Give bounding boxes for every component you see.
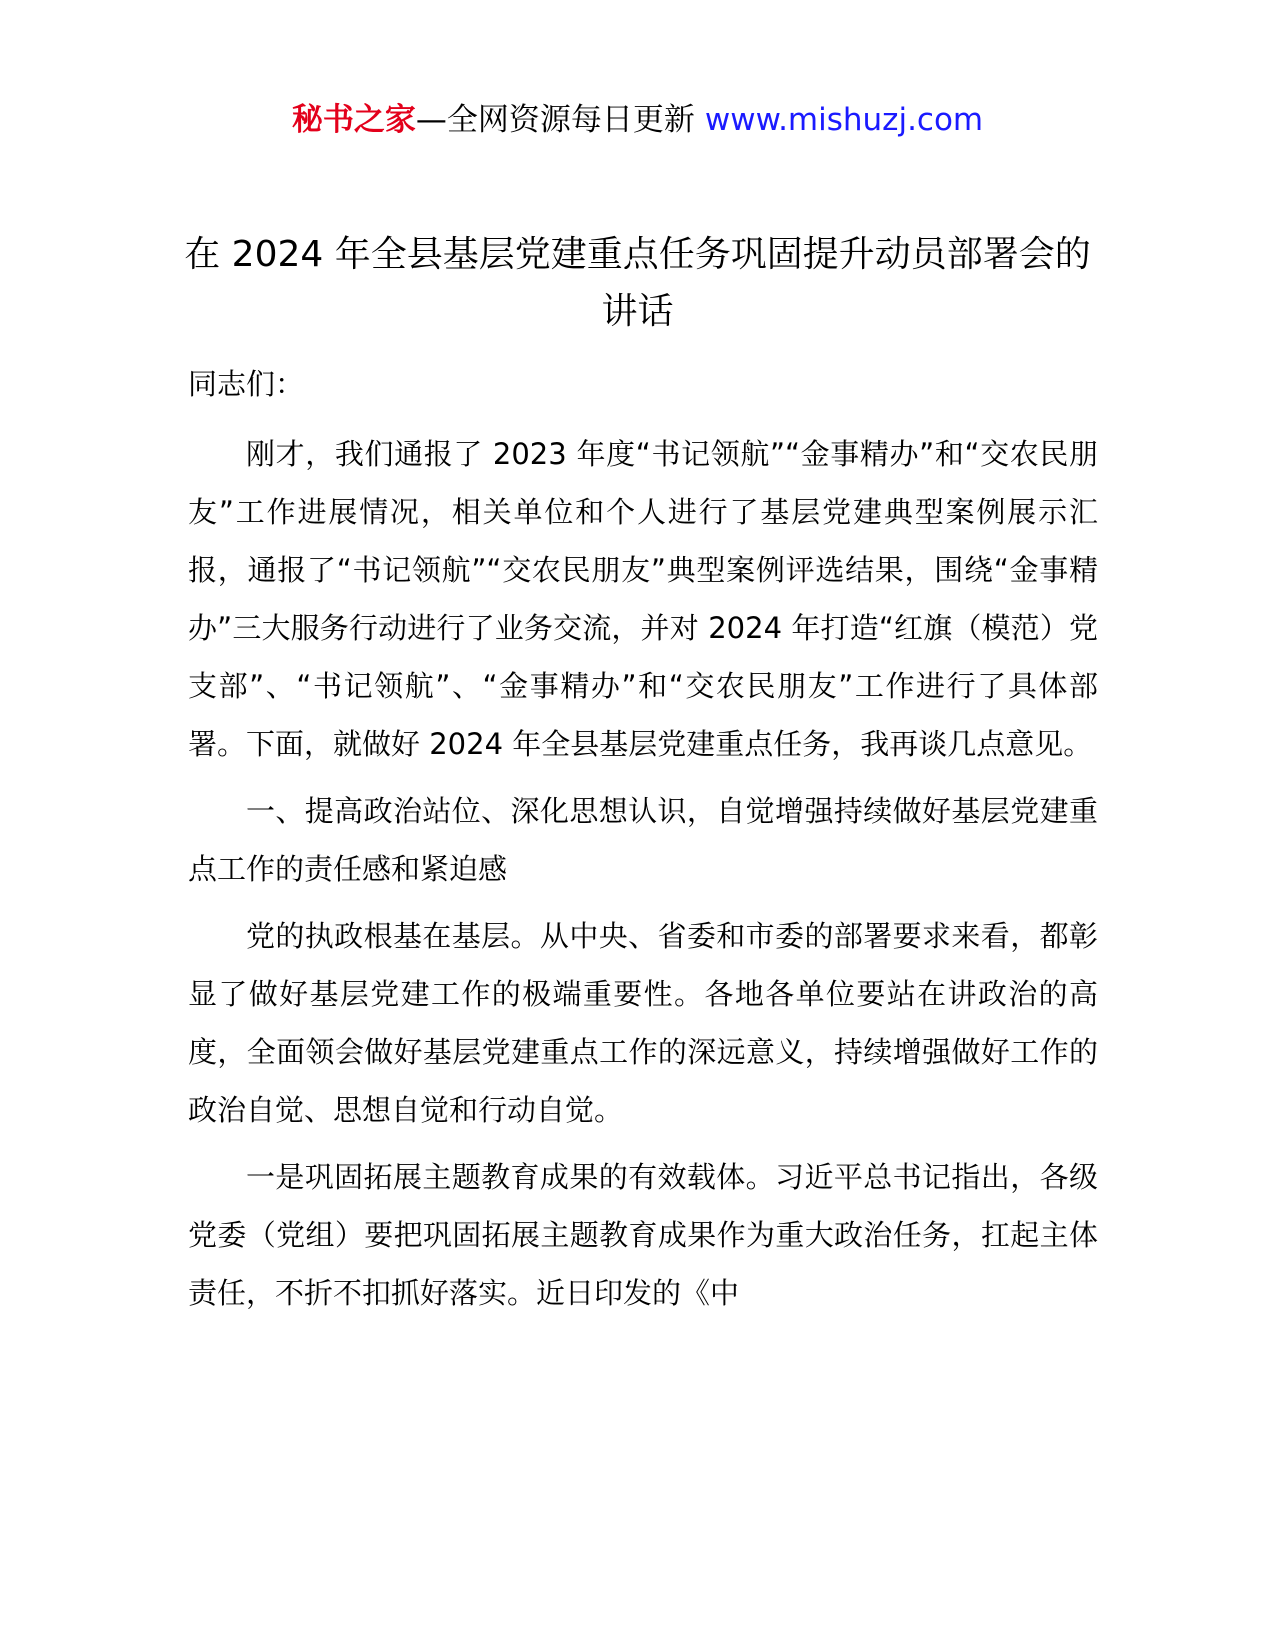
- site-header: [0, 100, 1275, 140]
- header-tagline: —全网资源每日更新: [415, 102, 695, 138]
- salutation: 同志们：: [188, 367, 305, 401]
- paragraph-intro: 刚才，我们通报了 2023 年度“书记领航”“金事精办”和“交农民朋友”工作进展情况，相关单位和个人进行了基层党建典型案例展示汇报，通报了“书记领航”“交农民朋友”典型案例评选结果，围绕“金事精办”三大服务行动进行了业务交流，并对 2024 年打造“红旗（模范）党支部”、“书记领航”、“金事精办”和“交农民朋友”工作进行了具体部署。下面，就做好 2024 年全县基层党建重点任务，我再谈几点意见。: [188, 437, 1098, 761]
- paragraph-point-1: 一是巩固拓展主题教育成果的有效载体。习近平总书记指出，各级党委（党组）要把巩固拓展主题教育成果作为重大政治任务，扛起主体责任，不折不扣抓好落实。近日印发的《中: [188, 1160, 1098, 1310]
- section-heading-1: 一、提高政治站位、深化思想认识，自觉增强持续做好基层党建重点工作的责任感和紧迫感: [188, 794, 1098, 886]
- brand-name: 秘书之家: [291, 102, 416, 138]
- paragraph-section-1: 党的执政根基在基层。从中央、省委和市委的部署要求来看，都彰显了做好基层党建工作的极端重要性。各地各单位要站在讲政治的高度，全面领会做好基层党建重点工作的深远意义，持续增强做好工作的政治自觉、思想自觉和行动自觉。: [188, 919, 1098, 1127]
- document-body: [188, 355, 1098, 1331]
- document-title: 在 2024 年全县基层党建重点任务巩固提升动员部署会的讲话: [184, 234, 1091, 332]
- site-url-link[interactable]: www.mishuzj.com: [704, 102, 984, 138]
